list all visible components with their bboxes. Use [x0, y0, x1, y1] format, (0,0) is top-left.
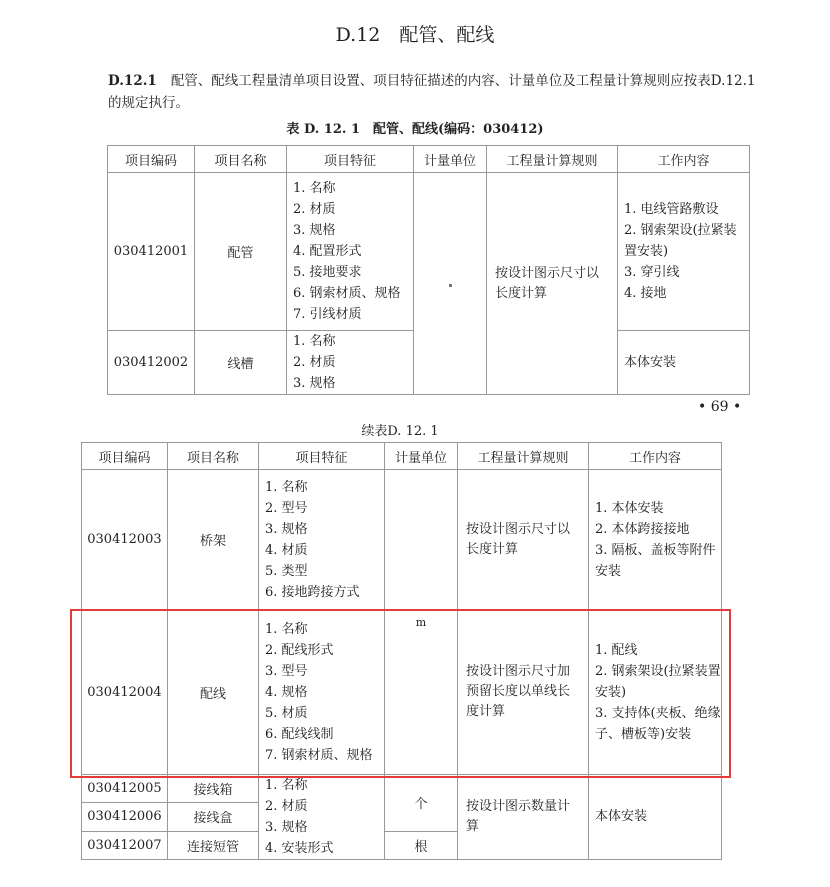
item-unit: 个: [385, 775, 458, 832]
item-name: 连接短管: [168, 831, 259, 859]
item-rule: 按设计图示尺寸以长度计算: [487, 173, 618, 395]
feature: 3. 规格: [265, 521, 308, 537]
feature: 3. 规格: [293, 223, 336, 238]
feature: 1. 名称: [265, 778, 308, 793]
col-rule: 工程量计算规则: [458, 443, 589, 470]
work-step: 1. 本体安装: [595, 500, 664, 516]
feature: 2. 材质: [265, 799, 308, 814]
section-title: D.12 配管、配线: [335, 24, 495, 46]
item-rule: 按设计图示尺寸加预留长度以单线长度计算: [458, 610, 589, 775]
feature: 3. 型号: [265, 663, 308, 679]
feature: 7. 钢索材质、规格: [265, 747, 373, 763]
work-step: 2. 本体跨接接地: [595, 521, 690, 537]
item-rule: 按设计图示数量计算: [458, 775, 589, 860]
item-unit: m: [385, 470, 458, 775]
item-code: 030412002: [108, 331, 195, 395]
table-caption: 表 D. 12. 1 配管、配线(编码：030412): [286, 122, 544, 137]
page-number: • 69 •: [698, 399, 742, 415]
item-code: 030412005: [82, 775, 168, 803]
work-step: 2. 钢索架设(拉紧装置安装): [624, 223, 737, 259]
feature: 2. 配线形式: [265, 642, 334, 658]
item-work: 本体安装: [618, 331, 750, 395]
col-unit: 计量单位: [414, 146, 487, 173]
item-name: 配管: [195, 173, 287, 331]
item-name: 线槽: [195, 331, 287, 395]
item-code: 030412006: [82, 803, 168, 831]
work-step: 3. 穿引线: [624, 265, 680, 280]
header-row: [82, 443, 722, 470]
item-rule: 按设计图示尺寸以长度计算: [458, 470, 589, 610]
item-name: 接线盒: [168, 803, 259, 831]
feature: 7. 引线材质: [293, 307, 362, 322]
table-row: [82, 775, 722, 803]
clause-number: D.12.1: [108, 73, 157, 89]
col-features: 项目特征: [287, 146, 414, 173]
col-unit: 计量单位: [385, 443, 458, 470]
item-features: [287, 331, 414, 395]
feature: 5. 接地要求: [293, 265, 362, 280]
col-name: 项目名称: [195, 146, 287, 173]
feature: 4. 安装形式: [265, 841, 334, 856]
feature: 2. 材质: [293, 202, 336, 217]
item-code: 030412007: [82, 831, 168, 859]
table-row: [82, 470, 722, 610]
feature: 4. 配置形式: [293, 244, 362, 259]
item-code: 030412004: [82, 610, 168, 775]
work-step: 1. 电线管路敷设: [624, 202, 719, 217]
item-unit: 根: [385, 831, 458, 859]
intro-text: 配管、配线工程量清单项目设置、项目特征描述的内容、计量单位及工程量计算规则应按表D.12.1 的规定执行。: [108, 73, 770, 111]
feature: 4. 材质: [265, 542, 308, 558]
feature: 6. 钢索材质、规格: [293, 286, 401, 301]
item-work: 本体安装: [589, 775, 722, 860]
feature: 1. 名称: [265, 621, 308, 637]
unit-mark: [449, 284, 452, 287]
work-step: 3. 支持体(夹板、绝缘子、槽板等)安装: [595, 705, 721, 742]
feature: 1. 名称: [265, 479, 308, 495]
item-code: 030412001: [108, 173, 195, 331]
feature: 3. 规格: [293, 376, 336, 391]
feature: 4. 规格: [265, 684, 308, 700]
item-name: 桥架: [168, 470, 259, 610]
item-work: [618, 173, 750, 331]
intro-paragraph: [108, 70, 770, 114]
col-rule: 工程量计算规则: [487, 146, 618, 173]
feature: 6. 接地跨接方式: [265, 584, 360, 600]
item-features: [259, 775, 385, 860]
item-unit: [414, 173, 487, 395]
item-features: [259, 470, 385, 610]
feature: 1. 名称: [293, 181, 336, 196]
header-row: [108, 146, 750, 173]
feature: 5. 类型: [265, 563, 308, 579]
col-work: 工作内容: [618, 146, 750, 173]
feature: 5. 材质: [265, 705, 308, 721]
work-step: 3. 隔板、盖板等附件安装: [595, 542, 716, 579]
work-step: 1. 配线: [595, 642, 638, 658]
table-row: [108, 173, 750, 331]
work-step: 2. 钢索架设(拉紧装置安装): [595, 663, 721, 700]
col-work: 工作内容: [589, 443, 722, 470]
feature: 2. 型号: [265, 500, 308, 516]
col-name: 项目名称: [168, 443, 259, 470]
work-step: 4. 接地: [624, 286, 667, 301]
feature: 6. 配线线制: [265, 726, 334, 742]
col-code: 项目编码: [108, 146, 195, 173]
feature: 3. 规格: [265, 820, 308, 835]
item-name: 接线箱: [168, 775, 259, 803]
table-d12-1: [107, 145, 750, 395]
continued-caption: 续表D. 12. 1: [361, 424, 439, 439]
item-work: [589, 470, 722, 610]
feature: 1. 名称: [293, 334, 336, 349]
feature: 2. 材质: [293, 355, 336, 370]
col-features: 项目特征: [259, 443, 385, 470]
col-code: 项目编码: [82, 443, 168, 470]
item-name: 配线: [168, 610, 259, 775]
highlight-box: [70, 609, 731, 778]
item-features: [287, 173, 414, 331]
item-code: 030412003: [82, 470, 168, 610]
